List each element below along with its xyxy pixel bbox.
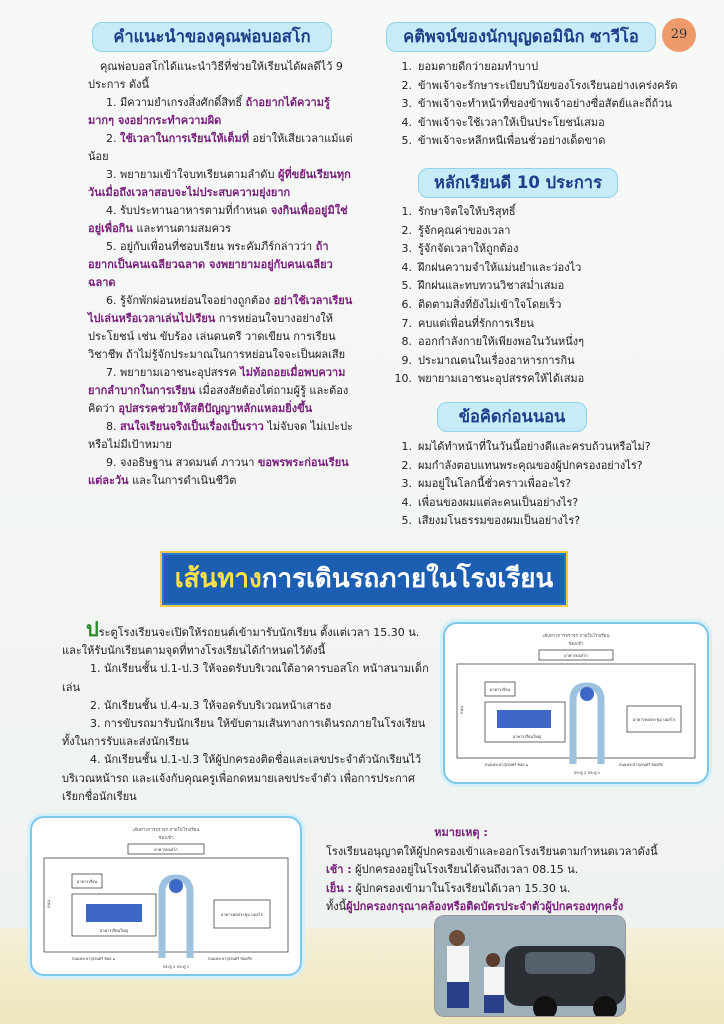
motto-item-text: ข้าพเจ้าจะรักษาระเบียบวินัยของโรงเรียนอย่างเคร่งครัด — [418, 78, 678, 92]
bedtime-item — [390, 512, 700, 531]
principle-item — [390, 240, 690, 259]
svg-text:ประตู 2 ประตู 1: ประตู 2 ประตู 1 — [162, 964, 190, 969]
principle-item — [390, 333, 690, 352]
motto-item-number: 4. — [401, 115, 412, 129]
svg-text:ประตู 2 ประตู 1: ประตู 2 ประตู 1 — [573, 770, 601, 775]
evening-text: ผู้ปกครองเข้ามาในโรงเรียนได้เวลา 15.30 น. — [351, 881, 571, 895]
motto-item-number: 5. — [401, 134, 412, 148]
principle-item — [390, 203, 690, 222]
svg-text:ช่องเข้า: ช่องเข้า — [568, 642, 584, 647]
bedtime-item-text: เสียงมโนธรรมของผมเป็นอย่างไร? — [418, 514, 581, 528]
advice-item-emphasis: ไม่ท้อถอยเมื่อพบความยากลำบากในการเรียน — [88, 366, 346, 397]
motto-item — [390, 58, 690, 77]
motto-item-text: ข้าพเจ้าจะทำหน้าที่ของข้าพเจ้าอย่างซื่อสัตย์และถี่ถ้วน — [418, 97, 672, 111]
note-evening — [326, 880, 686, 899]
principle-item-text: ออกกำลังกายให้เพียงพอในวันหนึ่งๆ — [418, 335, 585, 349]
advice-item-text: มีความยำเกรงสิ่งศักดิ์สิทธิ์ — [116, 96, 246, 109]
svg-text:ถนนพระยาสุเรนทร์ ซอย ๑: ถนนพระยาสุเรนทร์ ซอย ๑ — [485, 762, 529, 767]
bedtime-item-text: ผมได้ทำหน้าที่ในวันนี้อย่างดีและครบถ้วนหรือไม่? — [418, 440, 651, 453]
bedtime-item-number: 5. — [401, 514, 412, 528]
bedtime-item-number: 3. — [401, 477, 412, 491]
principle-item-text: ประมาณตนในเรื่องอาหารการกิน — [418, 353, 575, 367]
advice-item-emphasis: สนใจเรียนจริงเป็นเรื่องเป็นราว — [120, 420, 264, 433]
principle-item-number: 7. — [401, 316, 412, 330]
motto-list — [390, 58, 690, 151]
advice-item-text: อย่าให้เสียเวลาแม้แต่น้อย — [88, 132, 353, 163]
principle-item-text: ติดตามสิ่งที่ยังไม่เข้าใจโดยเร็ว — [418, 297, 562, 311]
advice-item-emphasis: ขอพรพระก่อนเรียนแต่ละวัน — [88, 456, 349, 487]
traffic-item: 3. การขับรถมารับนักเรียน ให้ขับตามเส้นทางการเดินรถภายในโรงเรียนทั้งในการรับและส่งนักเรียน — [62, 717, 426, 749]
advice-item-text: 2. — [106, 132, 117, 145]
advice-item — [88, 292, 354, 364]
bedtime-item-text: ผมอยู่ในโลกนี้ชั่วคราวเพื่ออะไร? — [418, 477, 572, 491]
page-number: 29 — [662, 18, 696, 52]
svg-text:ถนน: ถนน — [459, 706, 464, 714]
advice-item-text: 5. — [106, 240, 117, 253]
final-plain: ทั้งนี้ — [326, 900, 347, 914]
principles-list — [390, 203, 690, 389]
bedtime-title: ข้อคิดก่อนนอน — [437, 402, 587, 432]
traffic-banner — [160, 551, 568, 607]
principle-item-number: 4. — [401, 260, 412, 274]
principle-item-number: 10. — [394, 372, 412, 386]
principle-item-number: 1. — [401, 205, 412, 218]
traffic-map-top — [443, 622, 709, 784]
principle-item-text: รู้จักจัดเวลาให้ถูกต้อง — [418, 242, 519, 256]
principle-item — [390, 259, 690, 278]
advice-item — [88, 454, 354, 490]
traffic-map-top-drawing — [445, 624, 707, 782]
advice-item-emphasis: ผู้ที่ขยันเรียนทุกวันเมื่อถึงเวลาสอบจะไม่ประสบความยุ่งยาก — [88, 168, 351, 199]
motto-item-text: ข้าพเจ้าจะใช้เวลาให้เป็นประโยชน์เสมอ — [418, 115, 605, 129]
principle-item-text: คบแต่เพื่อนที่รักการเรียน — [418, 316, 534, 330]
bedtime-item — [390, 494, 700, 513]
advice-item-text: การหย่อนใจบางอย่างให้ประโยชน์ เช่น ขับร้อง เล่นดนตรี วาดเขียน การเรียนวิชาชีพ ถ้าไม่รู้จักประมาณในการหย่อนใจจะเป็นผลเสีย — [88, 312, 346, 361]
traffic-list — [62, 660, 434, 806]
svg-text:อาคารบอสโก: อาคารบอสโก — [564, 653, 588, 658]
svg-text:อาคารหอประชุม บอสโก: อาคารหอประชุม บอสโก — [632, 717, 676, 722]
svg-text:ถนนพระยาสุเรนทร์ ซอยกิจ: ถนนพระยาสุเรนทร์ ซอยกิจ — [208, 956, 253, 961]
bedtime-item-text: เพื่อนของผมแต่ละคนเป็นอย่างไร? — [418, 495, 579, 509]
morning-text: ผู้ปกครองอยู่ในโรงเรียนได้จนถึงเวลา 08.15 น. — [351, 863, 579, 877]
advice-item-text: 9. — [106, 456, 117, 469]
advice-item-text: พยายามเข้าใจบทเรียนตามลำดับ — [116, 168, 278, 181]
advice-list — [88, 94, 354, 490]
advice-item — [88, 238, 354, 292]
advice-item-text: 4. — [106, 204, 117, 217]
principle-item — [390, 277, 690, 296]
principles-title: หลักเรียนดี 10 ประการ — [418, 168, 618, 198]
principle-item — [390, 315, 690, 334]
advice-item-text: รู้จักพักผ่อนหย่อนใจอย่างถูกต้อง — [116, 294, 274, 307]
advice-item — [88, 94, 354, 130]
principle-item-text: ฝึกฝนความจำให้แม่นยำและว่องไว — [418, 260, 582, 274]
principle-item-number: 8. — [401, 335, 412, 349]
dropcap: ป — [86, 617, 99, 641]
advice-item-emphasis: อย่าใช้เวลาเรียนไปเล่นหรือเวลาเล่นไปเรียน — [88, 294, 353, 325]
advice-item-emphasis: ใช้เวลาในการเรียนให้เต็มที่ — [120, 132, 249, 145]
advice-item-emphasis: ถ้าอยากได้ความรู้มากๆ จงอย่ากระทำความผิด — [88, 96, 330, 127]
svg-text:อาคารบอสโก: อาคารบอสโก — [154, 847, 178, 852]
traffic-item: 4. นักเรียนชั้น ป.1-ป.3 ให้ผู้ปกครองติดชื่อและเลขประจำตัวนักเรียนไว้บริเวณหน้ารถ และแจ้งกับคุณครูเพื่อกดหมายเลขประจำตัว เพื่อการประกาศเรียกชื่อนักเรียน — [62, 753, 422, 803]
principle-item-text: ฝึกฝนและทบทวนวิชาสม่ำเสมอ — [418, 279, 565, 293]
advice-item — [88, 202, 354, 238]
advice-item-text: และทานตามสมควร — [132, 222, 232, 235]
note-section — [326, 824, 686, 917]
svg-text:เส้นทางการจราจร ภายในโรงเรียน: เส้นทางการจราจร ภายในโรงเรียน — [132, 828, 200, 833]
motto-item-text: ข้าพเจ้าจะหลีกหนีเพื่อนชั่วอย่างเด็ดขาด — [418, 134, 606, 148]
advice-item-text: เมื่อสงสัยต้องไต่ถามผู้รู้ และต้องคิดว่า — [88, 384, 349, 415]
principle-item-text: พยายามเอาชนะอุปสรรคให้ได้เสมอ — [418, 372, 585, 386]
motto-item — [390, 77, 690, 96]
advice-item — [88, 166, 354, 202]
principle-item — [390, 296, 690, 315]
svg-text:ถนนพระยาสุเรนทร์ ซอย ๑: ถนนพระยาสุเรนทร์ ซอย ๑ — [72, 956, 116, 961]
principle-item-number: 3. — [401, 242, 412, 256]
motto-item — [390, 95, 690, 114]
advice-item-text: 3. — [106, 168, 117, 181]
svg-text:อาคารเรียน: อาคารเรียน — [489, 687, 511, 692]
motto-title: คติพจน์ของนักบุญดอมินิก ซาวีโอ — [386, 22, 656, 52]
note-morning — [326, 861, 686, 880]
svg-text:ถนน: ถนน — [46, 900, 51, 908]
motto-item — [390, 114, 690, 133]
motto-item-number: 1. — [401, 60, 412, 73]
motto-item — [390, 132, 690, 151]
motto-item-number: 3. — [401, 97, 412, 111]
advice-title: คำแนะนำของคุณพ่อบอสโก — [92, 22, 332, 52]
advice-item — [88, 418, 354, 454]
bedtime-item — [390, 475, 700, 494]
motto-item-number: 2. — [401, 78, 412, 92]
svg-text:อาคารเรียนใหญ่: อาคารเรียนใหญ่ — [512, 734, 542, 739]
principle-item-text: รักษาจิตใจให้บริสุทธิ์ — [418, 205, 516, 218]
advice-item-emphasis: จงกินเพื่ออยู่มิใช่อยู่เพื่อกิน — [88, 204, 348, 235]
principle-item-number: 6. — [401, 297, 412, 311]
principle-item-number: 2. — [401, 223, 412, 237]
svg-text:อาคารเรียนใหญ่: อาคารเรียนใหญ่ — [99, 928, 129, 933]
advice-intro: คุณพ่อบอสโกได้แนะนำวิธีที่ช่วยให้เรียนได้ผลดีไว้ 9 ประการ ดังนี้ — [88, 60, 343, 91]
principle-item-text: รู้จักคุณค่าของเวลา — [418, 223, 511, 237]
principle-item-number: 5. — [401, 279, 412, 293]
traffic-item: 2. นักเรียนชั้น ป.4-ม.3 ให้จอดรับบริเวณหน้าเสาธง — [90, 698, 332, 712]
traffic-lead — [62, 617, 434, 660]
advice-item-text: 6. — [106, 294, 117, 307]
advice-item-text: 8. — [106, 420, 117, 433]
traffic-section — [62, 617, 434, 806]
advice-item-text: จงอธิษฐาน สวดมนต์ ภาวนา — [116, 456, 258, 469]
advice-item-text: 1. — [106, 96, 117, 109]
final-highlight: ผู้ปกครองกรุณาคล้องหรือติดบัตรประจำตัวผู้ปกครองทุกครั้ง — [346, 900, 624, 914]
advice-section — [88, 58, 354, 490]
principle-item — [390, 352, 690, 371]
bedtime-item-number: 1. — [401, 440, 412, 453]
evening-label: เย็น : — [326, 881, 352, 895]
bedtime-item-text: ผมกำลังตอบแทนพระคุณของผู้ปกครองอย่างไร? — [418, 458, 643, 472]
advice-item-text: พยายามเอาชนะอุปสรรค — [116, 366, 241, 379]
principle-item-number: 9. — [401, 353, 412, 367]
advice-item-text: รับประทานอาหารตามที่กำหนด — [116, 204, 271, 217]
advice-item-text: 7. — [106, 366, 117, 379]
bedtime-item — [390, 457, 700, 476]
traffic-item: 1. นักเรียนชั้น ป.1-ป.3 ให้จอดรับบริเวณใต้อาคารบอสโก หน้าสนามเด็กเล่น — [62, 662, 429, 694]
advice-item-text: และในการดำเนินชีวิต — [128, 474, 237, 487]
photo-illustration — [435, 916, 625, 1016]
advice-item — [88, 130, 354, 166]
svg-text:ช่องเข้า: ช่องเข้า — [158, 836, 174, 841]
svg-text:อาคารหอประชุม บอสโก: อาคารหอประชุม บอสโก — [220, 912, 264, 917]
advice-item-emphasis: อุปสรรคช่วยให้สติปัญญาหลักแหลมยิ่งขึ้น — [118, 402, 313, 415]
students-car-photo — [434, 915, 626, 1017]
advice-item-emphasis: ถ้าอยากเป็นคนเฉลียวฉลาด จงพยายามอยู่กับคนเฉลียวฉลาด — [88, 240, 333, 289]
map-title: เส้นทางการจราจร ภายในโรงเรียน — [542, 634, 610, 639]
bedtime-item-number: 4. — [401, 495, 412, 509]
banner-highlight: เส้นทาง — [174, 564, 262, 594]
traffic-lead-text: ระตูโรงเรียนจะเปิดให้รถยนต์เข้ามารับนักเรียน ตั้งแต่เวลา 15.30 น. และให้รับนักเรียนตามจุดที่ทางโรงเรียนได้กำหนดไว้ดังนี้ — [62, 626, 420, 658]
advice-item — [88, 364, 354, 418]
svg-text:อาคารเรียน: อาคารเรียน — [76, 879, 98, 884]
principle-item — [390, 222, 690, 241]
traffic-map-bottom — [30, 816, 302, 976]
principle-item — [390, 370, 690, 389]
bedtime-list — [390, 438, 700, 531]
motto-item-text: ยอมตายดีกว่ายอมทำบาป — [418, 60, 539, 73]
traffic-map-bottom-drawing — [32, 818, 300, 974]
banner-rest: การเดินรถภายในโรงเรียน — [261, 564, 554, 594]
note-title: หมายเหตุ : — [434, 826, 488, 839]
bedtime-item-number: 2. — [401, 458, 412, 472]
note-line1: โรงเรียนอนุญาตให้ผู้ปกครองเข้าและออกโรงเรียนตามกำหนดเวลาดังนี้ — [326, 844, 658, 858]
advice-item-text: ไม่จับจด ไม่เปะปะ หรือไม่มีเป้าหมาย — [88, 420, 353, 451]
morning-label: เช้า : — [326, 863, 352, 877]
advice-item-text: อยู่กับเพื่อนที่ชอบเรียน พระคัมภีร์กล่าวว่า — [116, 240, 316, 253]
svg-text:ถนนพระยาสุเรนทร์ ซอยกิจ: ถนนพระยาสุเรนทร์ ซอยกิจ — [619, 762, 664, 767]
bedtime-item — [390, 438, 700, 457]
